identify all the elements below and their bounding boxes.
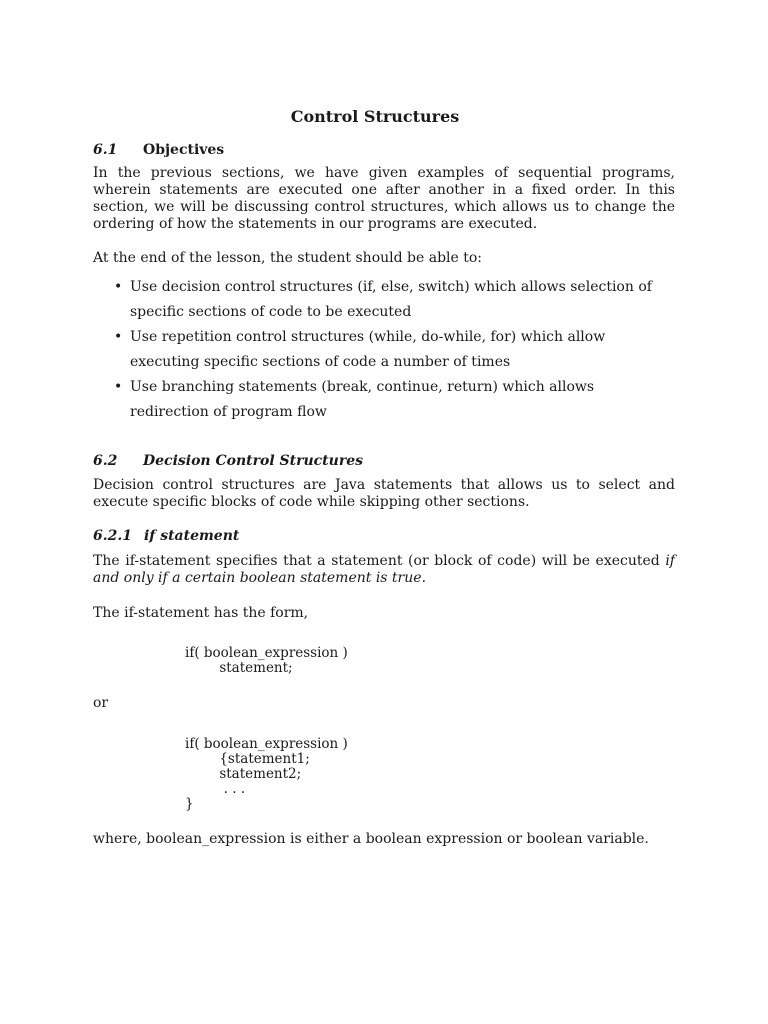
if-statement-paragraph: The if-statement specifies that a statement (or block of code) will be executed if and only if a certain boolean statement is true. — [93, 553, 675, 586]
section-heading-if-statement — [93, 528, 239, 544]
form-intro: The if-statement has the form, — [93, 605, 309, 621]
code-block-simple: if( boolean_expression ) statement; — [185, 645, 348, 676]
section-label: Decision Control Structures — [143, 453, 363, 469]
code-block-compound: if( boolean_expression ) {statement1; statement2; . . . } — [185, 736, 348, 812]
section-heading-decision-control — [93, 453, 363, 469]
section-number: 6.1 — [93, 142, 118, 158]
page-title: Control Structures — [290, 107, 460, 126]
bullet-icon: • — [114, 379, 123, 395]
bullet-icon: • — [114, 329, 123, 345]
where-text: where, boolean_expression is either a boolean expression or boolean variable. — [93, 831, 649, 847]
document-page — [93, 0, 675, 1024]
bullet-icon: • — [114, 279, 123, 295]
objectives-list — [93, 275, 675, 425]
section-heading-objectives — [93, 142, 224, 158]
section-number: 6.2 — [93, 453, 118, 469]
section-number: 6.2.1 — [93, 528, 132, 544]
list-item: • Use branching statements (break, continue, return) which allows redirection of program flow — [93, 375, 675, 424]
section-label: if statement — [143, 528, 240, 544]
objectives-paragraph: In the previous sections, we have given examples of sequential programs, wherein statements are executed one after another in a fixed order. In this section, we will be discussing control structures, which allows us to change the ordering of how the statements in our programs are executed. — [93, 165, 675, 232]
list-item: • Use repetition control structures (while, do-while, for) which allow executing specific sections of code a number of times — [93, 325, 675, 374]
lesson-intro: At the end of the lesson, the student should be able to: — [93, 250, 483, 266]
or-text: or — [93, 695, 109, 711]
list-item: • Use decision control structures (if, else, switch) which allows selection of specific sections of code to be executed — [93, 275, 675, 324]
section-label: Objectives — [143, 142, 225, 158]
decision-control-paragraph: Decision control structures are Java statements that allows us to select and execute specific blocks of code while skipping other sections. — [93, 477, 675, 510]
